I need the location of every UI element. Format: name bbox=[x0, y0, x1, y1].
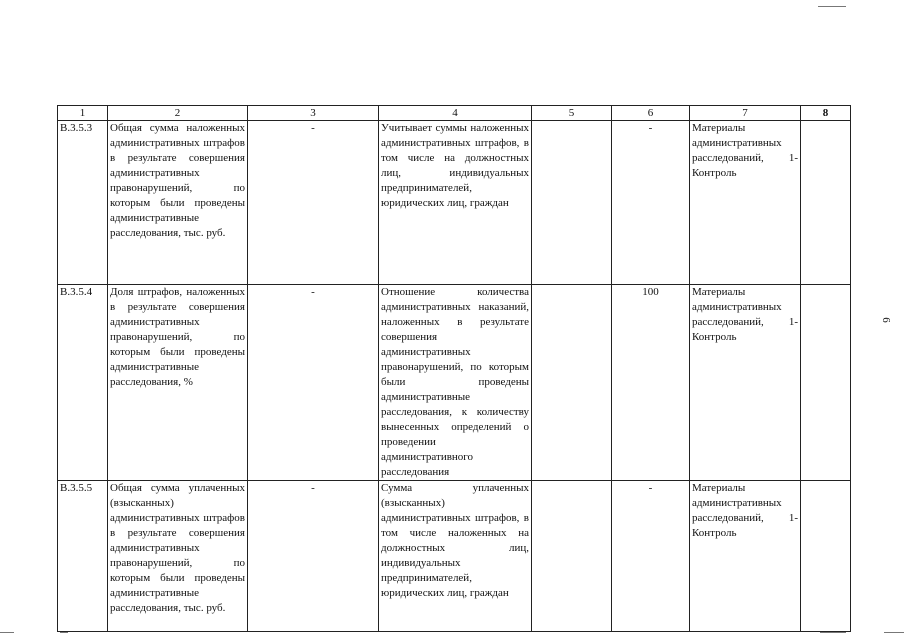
table-row bbox=[58, 285, 851, 481]
indicator-source: Материалы административных расследований, 1-Контроль bbox=[690, 285, 801, 481]
table-row bbox=[58, 481, 851, 632]
scan-edge-mark bbox=[820, 632, 846, 633]
indicators-table bbox=[57, 105, 851, 632]
column-header: 4 bbox=[379, 106, 532, 121]
indicator-description: Отношение количества административных наказаний, наложенных в результате совершения административных правонарушений, по которым были проведены административные расследования, к количеству вынесенных определений о проведении административного расследования bbox=[379, 285, 532, 481]
column-header: 1 bbox=[58, 106, 108, 121]
scan-edge-mark bbox=[818, 6, 846, 7]
column-header: 7 bbox=[690, 106, 801, 121]
indicator-col3: - bbox=[248, 121, 379, 285]
indicator-col5 bbox=[532, 121, 612, 285]
indicator-name: Доля штрафов, наложенных в результате совершения административных правонарушений, по которым были проведены административные расследования, % bbox=[108, 285, 248, 481]
indicator-col6: - bbox=[612, 481, 690, 632]
column-header: 6 bbox=[612, 106, 690, 121]
column-header: 8 bbox=[801, 106, 851, 121]
indicator-code: B.3.5.3 bbox=[58, 121, 108, 285]
page-number: 6 bbox=[879, 317, 892, 323]
column-header: 2 bbox=[108, 106, 248, 121]
scan-edge-mark bbox=[0, 632, 14, 633]
scan-edge-mark bbox=[60, 632, 68, 633]
scan-edge-mark bbox=[884, 632, 904, 633]
indicator-code: B.3.5.5 bbox=[58, 481, 108, 632]
indicator-col8 bbox=[801, 481, 851, 632]
indicator-col5 bbox=[532, 285, 612, 481]
indicator-col3: - bbox=[248, 481, 379, 632]
indicator-col6: - bbox=[612, 121, 690, 285]
indicator-source: Материалы административных расследований, 1-Контроль bbox=[690, 481, 801, 632]
indicator-col6: 100 bbox=[612, 285, 690, 481]
table-row bbox=[58, 121, 851, 285]
indicator-source: Материалы административных расследований, 1-Контроль bbox=[690, 121, 801, 285]
indicator-col5 bbox=[532, 481, 612, 632]
indicator-col3: - bbox=[248, 285, 379, 481]
indicator-col8 bbox=[801, 285, 851, 481]
indicator-description: Сумма уплаченных (взысканных) административных штрафов, в том числе наложенных на должностных лиц, индивидуальных предпринимателей, юридических лиц, граждан bbox=[379, 481, 532, 632]
indicator-name: Общая сумма уплаченных (взысканных) административных штрафов в результате совершения административных правонарушений, по которым были проведены административные расследования, тыс. руб. bbox=[108, 481, 248, 632]
table-header-row bbox=[58, 106, 851, 121]
column-header: 5 bbox=[532, 106, 612, 121]
indicator-col8 bbox=[801, 121, 851, 285]
indicator-code: B.3.5.4 bbox=[58, 285, 108, 481]
indicator-description: Учитывает суммы наложенных административных штрафов, в том числе на должностных лиц, индивидуальных предпринимателей, юридических лиц, граждан bbox=[379, 121, 532, 285]
indicator-name: Общая сумма наложенных административных штрафов в результате совершения административных правонарушений, по которым были проведены административные расследования, тыс. руб. bbox=[108, 121, 248, 285]
column-header: 3 bbox=[248, 106, 379, 121]
